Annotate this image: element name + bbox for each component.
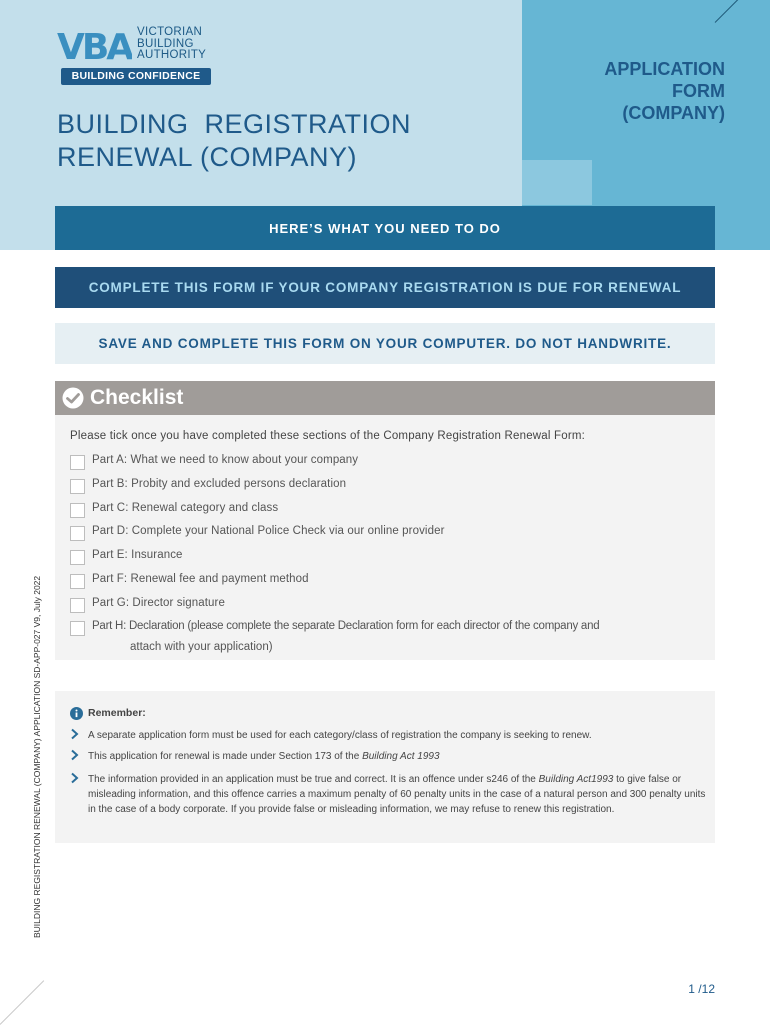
checklist-item-part-e[interactable] bbox=[70, 547, 710, 567]
checklist-item-label-continued: attach with your application) bbox=[130, 641, 273, 653]
checklist-item-part-d[interactable] bbox=[70, 523, 710, 543]
form-type-line-3: (COMPANY) bbox=[622, 103, 725, 123]
checklist-item-part-g[interactable] bbox=[70, 595, 710, 615]
checklist-item-part-a[interactable] bbox=[70, 452, 710, 472]
form-type-line-2: FORM bbox=[672, 81, 725, 101]
header-accent-block bbox=[522, 160, 592, 205]
remember-text-part: to give false or misleading information, and this offence carries a maximum penalty of 60 penalty units in the case of a natural person and 300 penalty units in the case of a body corporate. If you provide false or misleading information, we may refuse to renew this registration. bbox=[88, 774, 706, 815]
remember-panel bbox=[55, 691, 715, 843]
checkbox[interactable] bbox=[70, 598, 85, 613]
check-circle-icon bbox=[62, 387, 84, 409]
logo-wordmark bbox=[137, 27, 206, 62]
logo-word-3: AUTHORITY bbox=[137, 49, 207, 61]
checkbox[interactable] bbox=[70, 479, 85, 494]
logo-word-2: BUILDING bbox=[137, 37, 194, 50]
decorative-line-bottom bbox=[0, 980, 44, 1025]
checklist-item-label: Part C: Renewal category and class bbox=[92, 502, 279, 514]
checklist-header bbox=[55, 381, 715, 415]
logo-word-1: VICTORIAN bbox=[137, 26, 203, 38]
eligibility-banner: COMPLETE THIS FORM IF YOUR COMPANY REGISTRATION IS DUE FOR RENEWAL bbox=[55, 267, 715, 308]
checklist-item-part-b[interactable] bbox=[70, 476, 710, 496]
checkbox[interactable] bbox=[70, 621, 85, 636]
remember-text bbox=[88, 749, 708, 764]
checklist-item-part-c[interactable] bbox=[70, 500, 710, 520]
document-reference: BUILDING REGISTRATION RENEWAL (COMPANY) APPLICATION SD-APP-027 V9, July 2022 bbox=[32, 575, 42, 938]
vba-logo bbox=[57, 25, 217, 87]
logo-badge: BUILDING CONFIDENCE bbox=[61, 68, 211, 85]
checklist-intro: Please tick once you have completed these sections of the Company Registration Renewal Form: bbox=[70, 430, 586, 442]
save-notice-banner: SAVE AND COMPLETE THIS FORM ON YOUR COMPUTER. DO NOT HANDWRITE. bbox=[55, 323, 715, 364]
form-type-line-1: APPLICATION bbox=[604, 59, 725, 79]
info-icon bbox=[70, 707, 83, 720]
checkbox[interactable] bbox=[70, 455, 85, 470]
remember-text bbox=[88, 772, 708, 817]
checkbox[interactable] bbox=[70, 526, 85, 541]
page-title-line-2: RENEWAL (COMPANY) bbox=[57, 142, 358, 172]
act-name: Building Act 1993 bbox=[362, 751, 440, 762]
checklist-item-label: Part E: Insurance bbox=[92, 549, 183, 561]
page-number: 1 /12 bbox=[688, 982, 715, 996]
checklist-item-label: Part G: Director signature bbox=[92, 597, 225, 609]
checkbox[interactable] bbox=[70, 574, 85, 589]
svg-text:VBA: VBA bbox=[57, 27, 132, 65]
checklist-item-label: Part H: Declaration (please complete the separate Declaration form for each director of the company and bbox=[92, 620, 600, 632]
checklist-item-label: Part D: Complete your National Police Check via our online provider bbox=[92, 525, 445, 537]
checkbox[interactable] bbox=[70, 503, 85, 518]
remember-text-part: This application for renewal is made under Section 173 of the bbox=[88, 751, 363, 762]
page-title-line-1: BUILDING REGISTRATION bbox=[57, 109, 412, 139]
chevron-right-icon bbox=[70, 749, 80, 761]
remember-text: A separate application form must be used for each category/class of registration the company is seeking to renew. bbox=[88, 730, 592, 741]
remember-title: Remember: bbox=[88, 707, 146, 719]
form-type-title bbox=[560, 58, 725, 124]
remember-text-part: The information provided in an application must be true and correct. It is an offence under s246 of the bbox=[88, 774, 539, 785]
vba-logo-mark-icon bbox=[57, 25, 132, 65]
page-title bbox=[57, 108, 477, 174]
checklist-title: Checklist bbox=[90, 386, 184, 409]
chevron-right-icon bbox=[70, 772, 80, 784]
checklist-item-part-h[interactable] bbox=[70, 618, 710, 658]
act-name: Building Act1993 bbox=[538, 774, 614, 785]
checkbox[interactable] bbox=[70, 550, 85, 565]
checklist-item-label: Part A: What we need to know about your company bbox=[92, 454, 359, 466]
checklist-item-label: Part F: Renewal fee and payment method bbox=[92, 573, 309, 585]
chevron-right-icon bbox=[70, 728, 80, 740]
checklist-item-part-f[interactable] bbox=[70, 571, 710, 591]
checklist-item-label: Part B: Probity and excluded persons declaration bbox=[92, 478, 347, 490]
checklist-panel bbox=[55, 415, 715, 660]
instructions-banner: HERE’S WHAT YOU NEED TO DO bbox=[55, 206, 715, 250]
